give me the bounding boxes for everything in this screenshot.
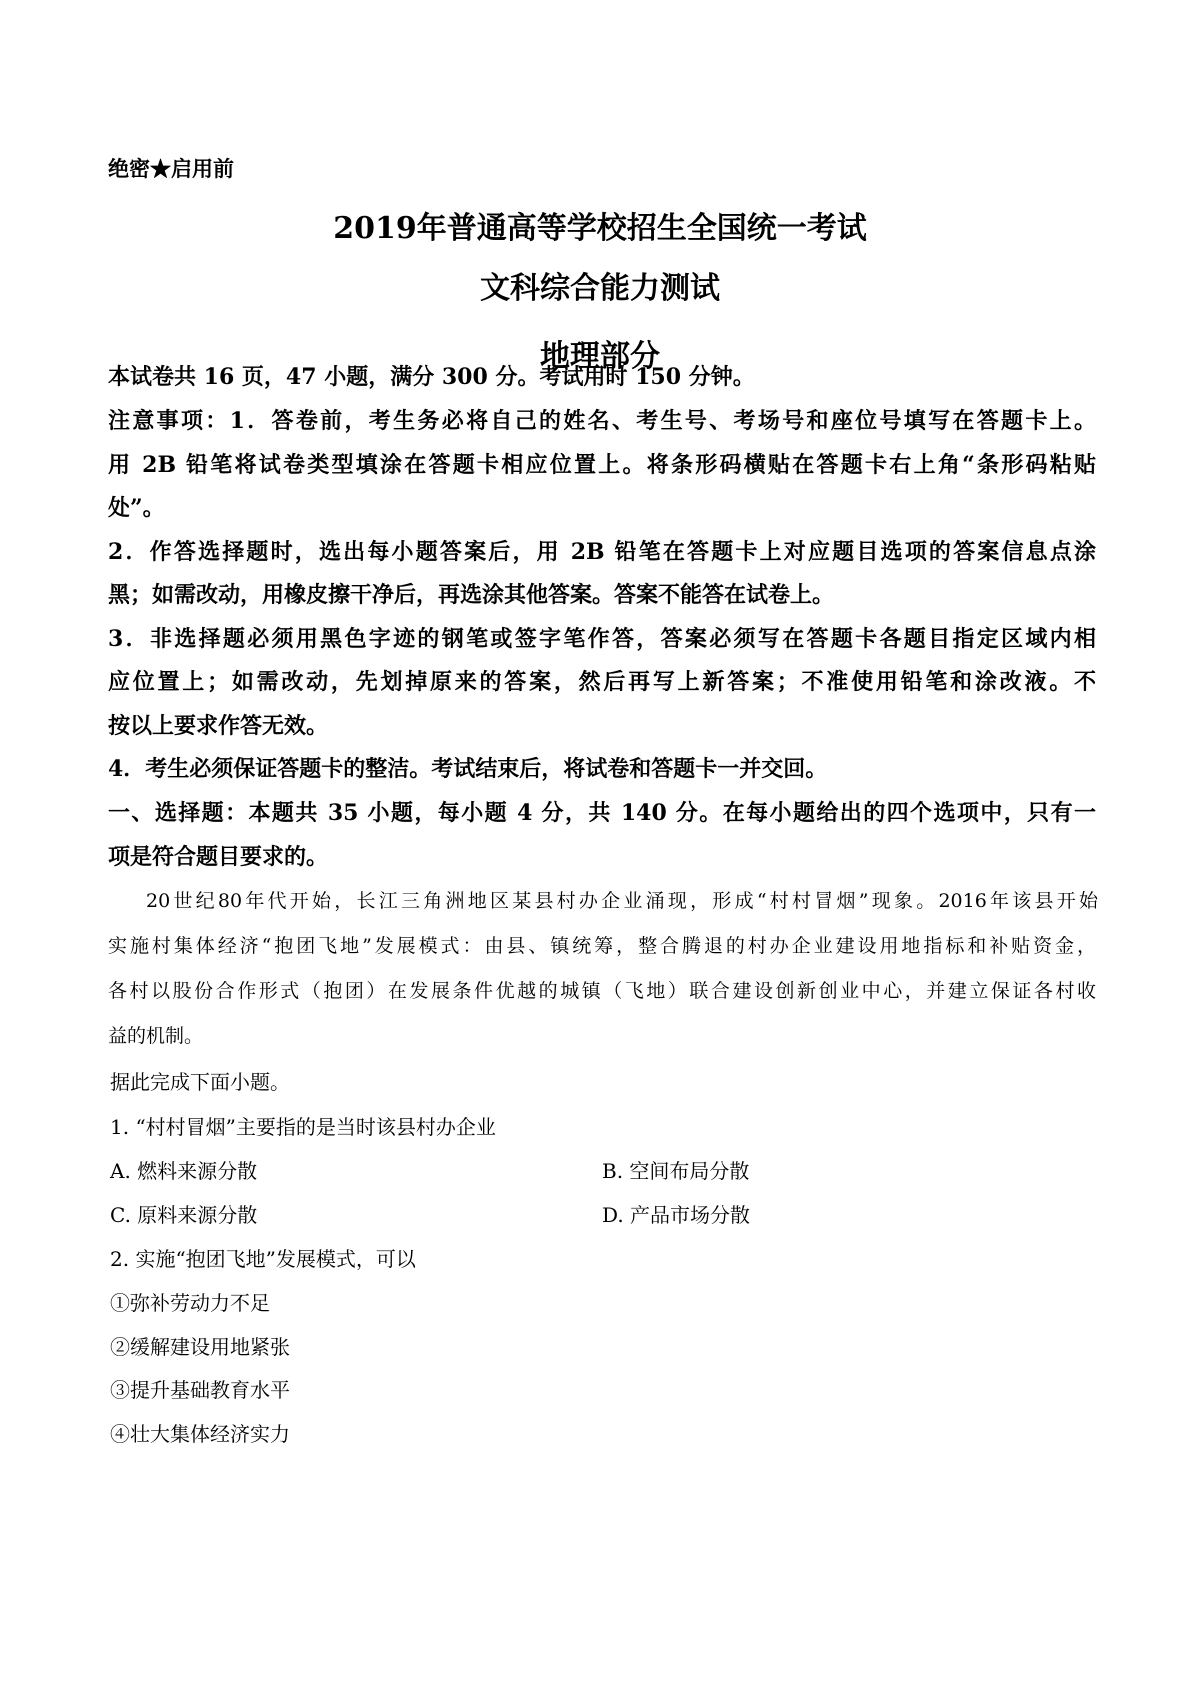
question1-stem: 1. “村村冒烟”主要指的是当时该县村办企业 <box>110 1115 496 1139</box>
note3-line2: 应位置上；如需改动，先划掉原来的答案，然后再写上新答案；不准使用铅笔和涂改液。不 <box>108 669 1096 695</box>
section1-heading-line2: 项是符合题目要求的。 <box>108 844 329 870</box>
passage-line2: 实施村集体经济“抱团飞地”发展模式：由县、镇统筹，整合腾退的村办企业建设用地指标和补贴资金， <box>108 935 1096 957</box>
question1-option-c: C. 原料来源分散 <box>110 1203 258 1227</box>
question2-stem: 2. 实施“抱团飞地”发展模式，可以 <box>110 1247 416 1271</box>
note1-line3: 处”。 <box>108 495 165 521</box>
exam-overview: 本试卷共 16 页，47 小题，满分 300 分。考试用时 150 分钟。 <box>108 364 755 390</box>
note1-line2: 用 2B 铅笔将试卷类型填涂在答题卡相应位置上。将条形码横贴在答题卡右上角“条形码粘贴 <box>108 452 1096 478</box>
question1-option-b: B. 空间布局分散 <box>602 1159 750 1183</box>
note4: 4．考生必须保证答题卡的整洁。考试结束后，将试卷和答题卡一并交回。 <box>108 756 828 782</box>
passage-instruction: 据此完成下面小题。 <box>110 1070 290 1094</box>
question2-item-2: ②缓解建设用地紧张 <box>110 1335 290 1359</box>
section-title: 地理部分 <box>540 339 660 374</box>
passage-line3: 各村以股份合作形式（抱团）在发展条件优越的城镇（飞地）联合建设创新创业中心，并建立保证各村收 <box>108 980 1096 1002</box>
note3-line3: 按以上要求作答无效。 <box>108 713 329 739</box>
question2-item-4: ④壮大集体经济实力 <box>110 1422 290 1446</box>
exam-title: 2019年普通高等学校招生全国统一考试 <box>333 211 867 246</box>
note1-line1: 注意事项：1．答卷前，考生务必将自己的姓名、考生号、考场号和座位号填写在答题卡上。 <box>108 408 1096 434</box>
note3-line1: 3．非选择题必须用黑色字迹的钢笔或签字笔作答，答案必须写在答题卡各题目指定区域内相 <box>108 626 1096 652</box>
question1-option-a: A. 燃料来源分散 <box>110 1159 258 1183</box>
question2-item-1: ①弥补劳动力不足 <box>110 1291 270 1315</box>
question2-item-3: ③提升基础教育水平 <box>110 1378 290 1402</box>
question1-option-d: D. 产品市场分散 <box>602 1203 751 1227</box>
note2-line1: 2．作答选择题时，选出每小题答案后，用 2B 铅笔在答题卡上对应题目选项的答案信息点涂 <box>108 539 1096 565</box>
confidential-label: 绝密★启用前 <box>108 156 234 181</box>
exam-subtitle: 文科综合能力测试 <box>480 271 720 306</box>
passage-line4: 益的机制。 <box>108 1025 204 1047</box>
note2-line2: 黑；如需改动，用橡皮擦干净后，再选涂其他答案。答案不能答在试卷上。 <box>108 582 835 608</box>
passage-line1: 20世纪80年代开始，长江三角洲地区某县村办企业涌现，形成“村村冒烟”现象。2016年该县开始 <box>146 890 1098 912</box>
section1-heading-line1: 一、选择题：本题共 35 小题，每小题 4 分，共 140 分。在每小题给出的四个选项中，只有一 <box>108 800 1096 826</box>
